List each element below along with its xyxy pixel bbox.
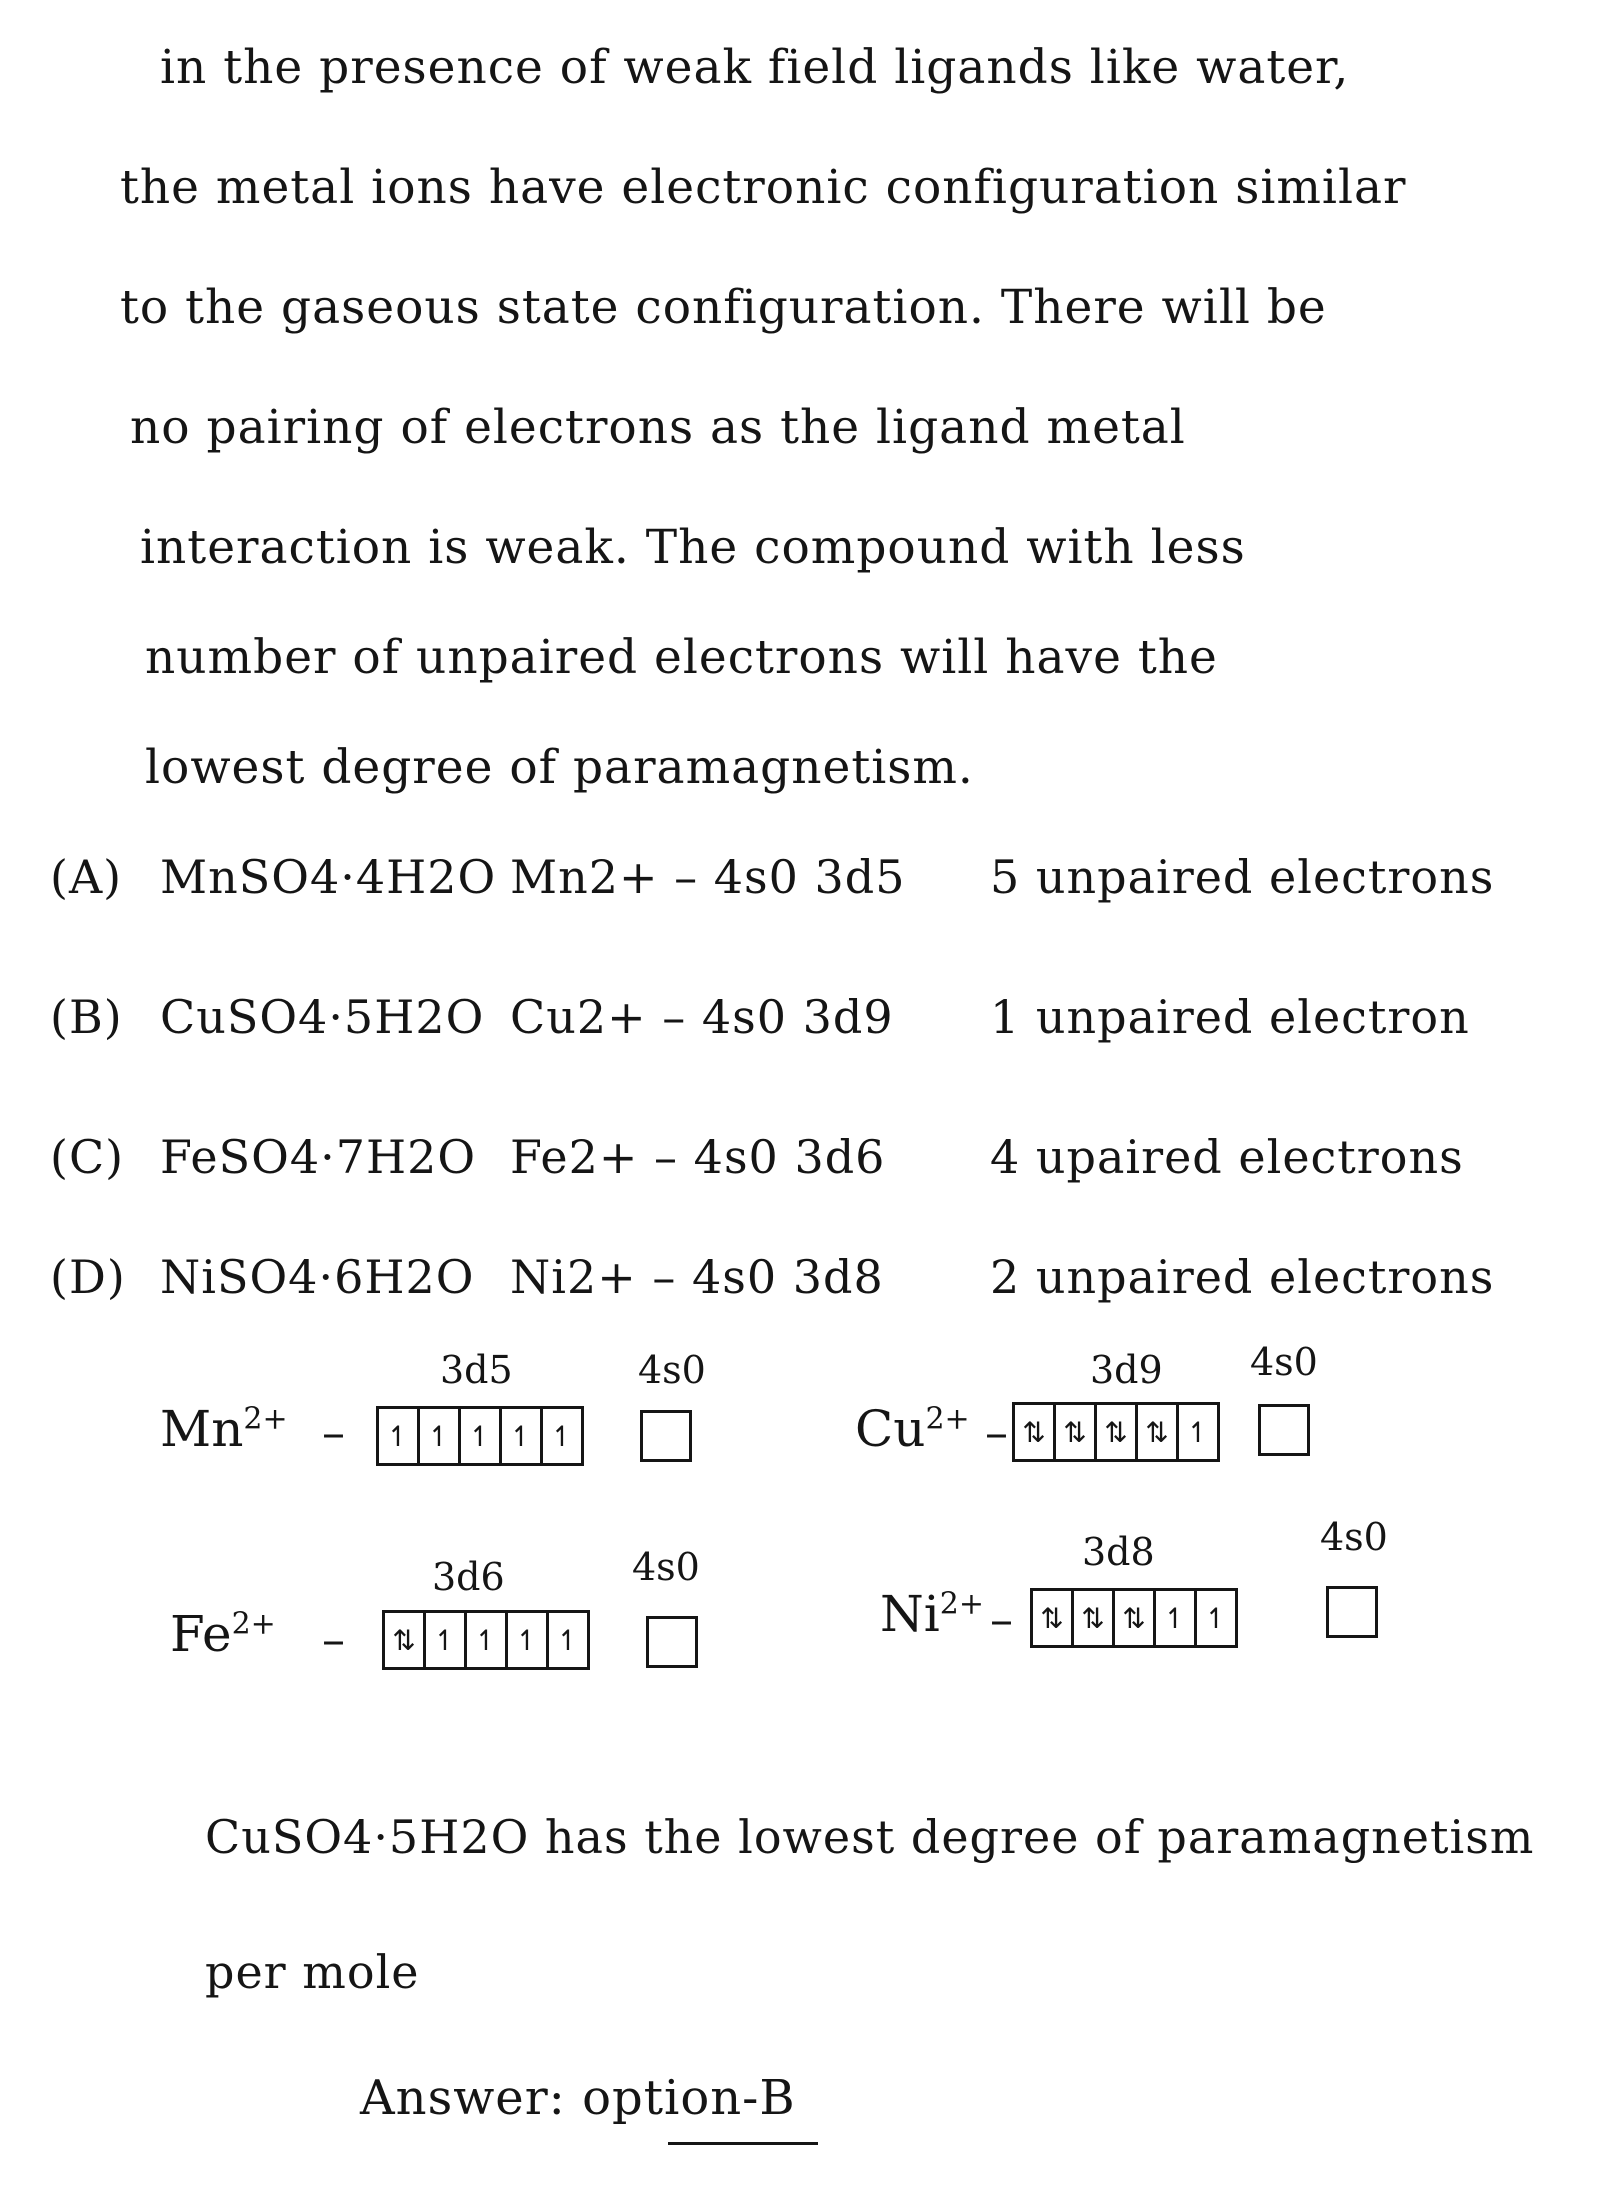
option-ion: Fe2+ – 4s0 3d6 [510, 1130, 886, 1184]
orbital-box: ↿ [508, 1613, 549, 1667]
orbital-box: ↿ [1204, 1601, 1228, 1635]
option-result: 2 unpaired electrons [990, 1250, 1495, 1304]
s-orbital-box [646, 1616, 698, 1668]
d-orbital-boxes [376, 1406, 584, 1466]
conclusion-line-1: CuSO4·5H2O has the lowest degree of paramagnetism [205, 1810, 1535, 1864]
orbital-box: ⇅ [1033, 1591, 1074, 1645]
d-orbital-boxes [1030, 1588, 1238, 1648]
orbital-box: ↿ [1156, 1591, 1197, 1645]
option-compound: MnSO4·4H2O [160, 850, 497, 904]
d-orbital-label: 3d9 [1090, 1348, 1163, 1392]
option-ion: Cu2+ – 4s0 3d9 [510, 990, 894, 1044]
ion-dash: – [322, 1612, 345, 1666]
option-compound: FeSO4·7H2O [160, 1130, 477, 1184]
orbital-box: ↿ [556, 1623, 580, 1657]
orbital-box: ↿ [1186, 1415, 1210, 1449]
s-orbital-label: 4s0 [1250, 1340, 1318, 1384]
option-tag: (B) [50, 990, 123, 1044]
ion-dash: – [985, 1405, 1008, 1459]
orbital-box: ↿ [550, 1419, 574, 1453]
orbital-box: ⇅ [1015, 1405, 1056, 1459]
answer-underline [668, 2142, 818, 2145]
option-tag: (C) [50, 1130, 125, 1184]
paragraph-line-5: interaction is weak. The compound with less [140, 520, 1246, 575]
option-ion: Mn2+ – 4s0 3d5 [510, 850, 906, 904]
orbital-box: ↿ [467, 1613, 508, 1667]
d-orbital-label: 3d5 [440, 1348, 513, 1392]
paragraph-line-7: lowest degree of paramagnetism. [145, 740, 974, 795]
option-result: 4 upaired electrons [990, 1130, 1464, 1184]
orbital-box: ↿ [461, 1409, 502, 1463]
ion-dash: – [990, 1592, 1013, 1646]
orbital-box: ↿ [379, 1409, 420, 1463]
paragraph-line-6: number of unpaired electrons will have the [145, 630, 1218, 685]
s-orbital-label: 4s0 [1320, 1515, 1388, 1559]
ion-symbol: $Ni^{2+}$ [880, 1585, 984, 1643]
orbital-box: ↿ [426, 1613, 467, 1667]
ion-dash: – [322, 1405, 345, 1459]
orbital-box: ⇅ [1097, 1405, 1138, 1459]
s-orbital-box [1258, 1404, 1310, 1456]
orbital-box: ⇅ [1056, 1405, 1097, 1459]
orbital-box: ⇅ [1074, 1591, 1115, 1645]
orbital-box: ↿ [420, 1409, 461, 1463]
paragraph-line-1: in the presence of weak field ligands like water, [160, 40, 1350, 95]
answer-text: Answer: option-B [360, 2070, 796, 2126]
paragraph-line-3: to the gaseous state configuration. There will be [120, 280, 1327, 335]
option-result: 5 unpaired electrons [990, 850, 1495, 904]
orbital-box: ⇅ [1115, 1591, 1156, 1645]
option-tag: (A) [50, 850, 123, 904]
s-orbital-box [640, 1410, 692, 1462]
option-ion: Ni2+ – 4s0 3d8 [510, 1250, 884, 1304]
orbital-box: ↿ [502, 1409, 543, 1463]
ion-symbol: $Fe^{2+}$ [170, 1605, 276, 1663]
option-result: 1 unpaired electron [990, 990, 1470, 1044]
option-compound: NiSO4·6H2O [160, 1250, 475, 1304]
orbital-box: ⇅ [1138, 1405, 1179, 1459]
ion-symbol: $Cu^{2+}$ [855, 1400, 970, 1458]
s-orbital-label: 4s0 [638, 1348, 706, 1392]
option-tag: (D) [50, 1250, 126, 1304]
d-orbital-label: 3d6 [432, 1555, 505, 1599]
d-orbital-boxes [1012, 1402, 1220, 1462]
paragraph-line-2: the metal ions have electronic configuration similar [120, 160, 1407, 215]
option-compound: CuSO4·5H2O [160, 990, 485, 1044]
d-orbital-boxes [382, 1610, 590, 1670]
s-orbital-box [1326, 1586, 1378, 1638]
conclusion-line-2: per mole [205, 1945, 420, 1999]
paragraph-line-4: no pairing of electrons as the ligand metal [130, 400, 1186, 455]
s-orbital-label: 4s0 [632, 1545, 700, 1589]
d-orbital-label: 3d8 [1082, 1530, 1155, 1574]
ion-symbol: $Mn^{2+}$ [160, 1400, 288, 1458]
orbital-box: ⇅ [385, 1613, 426, 1667]
